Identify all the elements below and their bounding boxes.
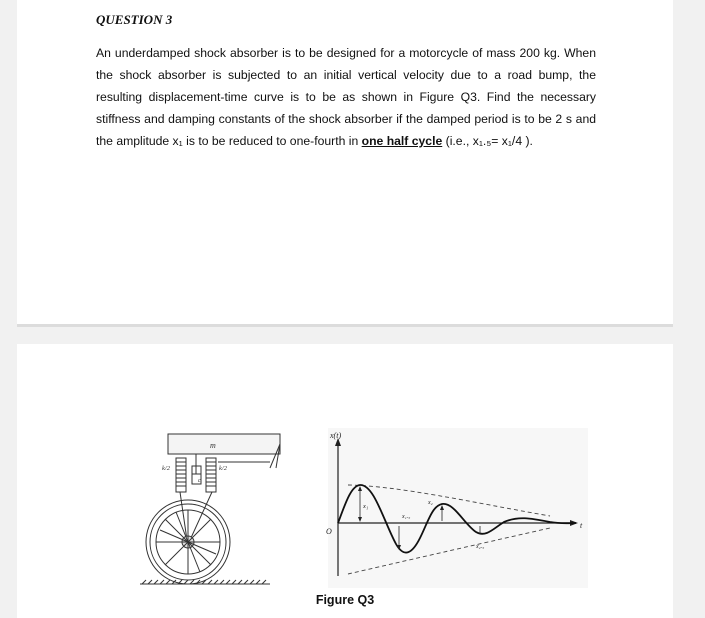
t-axis-label: t — [580, 521, 583, 530]
shock-absorber-diagram — [140, 434, 280, 584]
page-divider — [17, 324, 673, 327]
origin-label: O — [326, 527, 332, 536]
x15-label: x₁.₅ — [402, 514, 411, 520]
wheel — [146, 500, 230, 584]
figure-q3 — [130, 422, 600, 592]
mass-block — [168, 434, 280, 454]
mass-label: m — [210, 441, 216, 450]
question-title: QUESTION 3 — [96, 12, 173, 27]
damper-label: c — [198, 478, 201, 484]
question-body — [96, 42, 596, 152]
figure-caption: Figure Q3 — [315, 593, 375, 607]
x1-label: x₁ — [363, 503, 369, 510]
spring-right — [206, 458, 216, 492]
x2-label: x₂ — [428, 500, 433, 506]
question-text-tail: (i.e., x₁.₅= x₁/4 ). — [442, 134, 533, 148]
x25-label: x₂.₅ — [476, 544, 485, 550]
y-axis-label: x(t) — [330, 431, 342, 440]
question-text-main: An underdamped shock absorber is to be designed for a motorcycle of mass 200 kg. When the shock absorber is subjected to an initial vertical velocity due to a road bump, the resulting displacement-time curve is to be as shown in Figure Q3. Find the necessary stiffness and damping constants of the shock absorber if the damped period is to be 2 s and the amplitude x₁ is to be reduced to one-fourth in — [96, 46, 596, 148]
spring-right-label: k/2 — [219, 465, 227, 472]
spring-left — [176, 458, 186, 492]
question-text-emphasis: one half cycle — [361, 134, 443, 148]
displacement-time-plot — [326, 428, 588, 588]
spring-left-label: k/2 — [162, 465, 170, 472]
